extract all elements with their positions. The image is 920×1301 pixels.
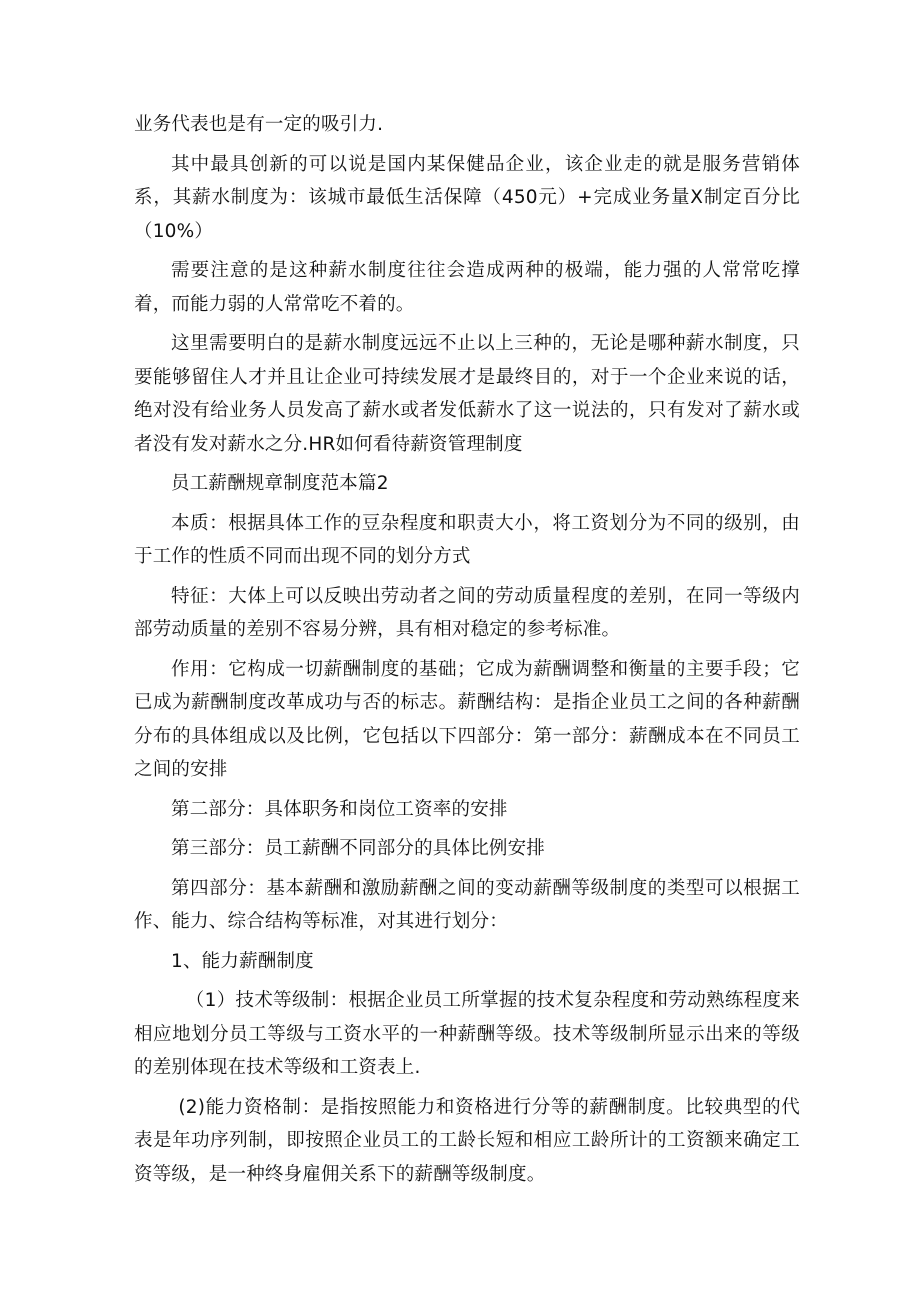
paragraph: 作用：它构成一切薪酬制度的基础；它成为薪酬调整和衡量的主要手段；它已成为薪酬制度改革成功与否的标志。薪酬结构：是指企业员工之间的各种薪酬分布的具体组成以及比例，它包括以下四部分：第一部分：薪酬成本在不同员工之间的安排 bbox=[134, 658, 800, 780]
section-heading: 员工薪酬规章制度范本篇2 bbox=[171, 473, 389, 494]
paragraph: 其中最具创新的可以说是国内某保健品企业，该企业走的就是服务营销体系，其薪水制度为：该城市最低生活保障（450元）+完成业务量X制定百分比（10%） bbox=[134, 153, 800, 242]
paragraph: 第四部分：基本薪酬和激励薪酬之间的变动薪酬等级制度的类型可以根据工作、能力、综合结构等标准，对其进行划分： bbox=[134, 877, 800, 932]
list-item: （1）技术等级制：根据企业员工所掌握的技术复杂程度和劳动熟练程度来相应地划分员工等级与工资水平的一种薪酬等级。技术等级制所显示出来的等级的差别体现在技术等级和工资表上. bbox=[134, 990, 800, 1078]
paragraph: 这里需要明白的是薪水制度远远不止以上三种的，无论是哪种薪水制度，只要能够留住人才并且让企业可持续发展才是最终目的，对于一个企业来说的话，绝对没有给业务人员发高了薪水或者发低薪水了这一说法的，只有发对了薪水或者没有发对薪水之分.HR如何看待薪资管理制度 bbox=[134, 333, 800, 455]
paragraph: 特征：大体上可以反映出劳动者之间的劳动质量程度的差别，在同一等级内部劳动质量的差别不容易分辨，具有相对稳定的参考标准。 bbox=[134, 585, 800, 640]
paragraph: 需要注意的是这种薪水制度往往会造成两种的极端，能力强的人常常吃撑着，而能力弱的人常常吃不着的。 bbox=[134, 260, 800, 315]
document-body bbox=[134, 108, 800, 1197]
paragraph: 第二部分：具体职务和岗位工资率的安排 bbox=[171, 798, 508, 820]
list-item: (2)能力资格制：是指按照能力和资格进行分等的薪酬制度。比较典型的代表是年功序列制，即按照企业员工的工龄长短和相应工龄所计的工资额来确定工资等级，是一种终身雇佣关系下的薪酬等级制度。 bbox=[134, 1096, 800, 1185]
paragraph: 本质：根据具体工作的豆杂程度和职责大小，将工资划分为不同的级别，由于工作的性质不同而出现不同的划分方式 bbox=[134, 512, 800, 567]
paragraph: 业务代表也是有一定的吸引力. bbox=[134, 114, 384, 135]
list-heading: 1、能力薪酬制度 bbox=[171, 950, 314, 972]
paragraph: 第三部分：员工薪酬不同部分的具体比例安排 bbox=[171, 838, 546, 859]
